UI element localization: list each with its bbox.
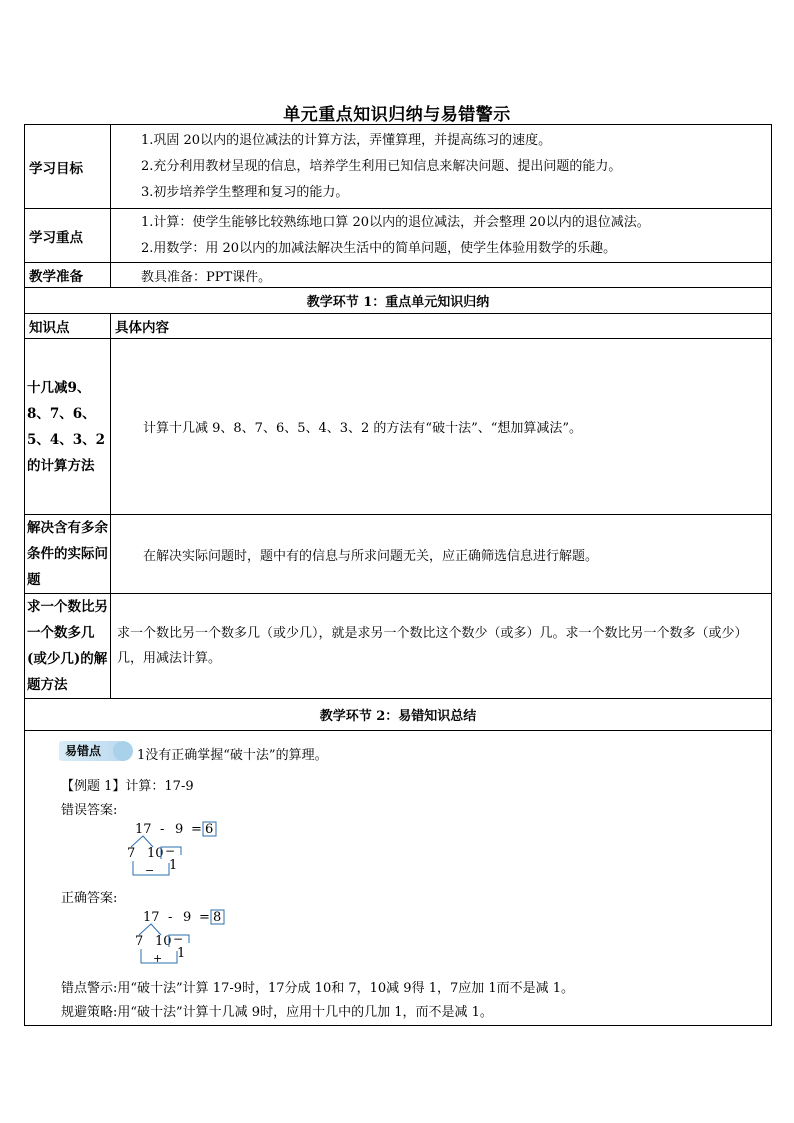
diagram-difference: 1: [177, 946, 186, 961]
prep-row: [25, 263, 772, 288]
diagram-minuend: 17: [143, 910, 160, 925]
right-answer-diagram: [131, 907, 231, 965]
goal-item: 1.巩固 20以内的退位减法的计算方法，弄懂算理，并提高练习的速度。: [141, 132, 552, 148]
diagram-operator: −: [173, 932, 184, 946]
diagram-bottom-operator: −: [145, 864, 155, 877]
diagram-bottom-operator: +: [153, 952, 163, 965]
prep-label: 教学准备: [25, 263, 111, 288]
section1-row: [25, 288, 772, 314]
section1-heading: 教学环节 1：重点单元知识归纳: [25, 288, 772, 314]
knowledge-row: [25, 594, 772, 699]
knowledge-content: 求一个数比另一个数多几（或少几），就是求另一个数比这个数少（或多）几。求一个数比另一个数多（或少）几，用减法计算。: [111, 594, 772, 699]
diagram-split-ones: 7: [135, 934, 144, 949]
diagram-split-ones: 7: [127, 846, 136, 861]
knowledge-point: 十几减9、8、7、6、5、4、3、2的计算方法: [25, 339, 111, 515]
diagram-result: 8: [213, 910, 222, 925]
diagram-result: 6: [205, 822, 214, 837]
goals-content: [111, 125, 772, 209]
diagram-equals: =: [199, 910, 210, 925]
error-warning: 错点警示:用“破十法”计算 17-9时，17分成 10和 7，10减 9得 1，7应加 1而不是减 1。: [61, 981, 575, 996]
wrong-answer-label: 错误答案:: [61, 803, 118, 818]
knowledge-header-content: 具体内容: [111, 314, 772, 339]
knowledge-content: 在解决实际问题时，题中有的信息与所求问题无关，应正确筛选信息进行解题。: [111, 515, 772, 594]
diagram-split-ten: 10: [147, 846, 164, 861]
diagram-subtrahend: 9: [175, 822, 184, 837]
errors-cell: [25, 731, 772, 1026]
diagram-difference: 1: [169, 858, 178, 873]
diagram-minus-sign: -: [168, 910, 173, 925]
focus-label: 学习重点: [25, 209, 111, 263]
knowledge-header-row: [25, 314, 772, 339]
example-title: 【例题 1】计算：17-9: [61, 779, 194, 794]
error-tag-badge: 易错点: [59, 741, 129, 761]
prep-content: 教具准备：PPT课件。: [111, 263, 772, 288]
avoid-strategy: 规避策略:用“破十法”计算十几减 9时，应用十几中的几加 1，而不是减 1。: [61, 1005, 493, 1020]
diagram-operator: −: [165, 844, 176, 858]
section2-heading: 教学环节 2：易错知识总结: [25, 699, 772, 731]
goal-item: 2.充分利用教材呈现的信息，培养学生利用已知信息来解决问题、提出问题的能力。: [141, 158, 622, 174]
focus-item: 1.计算：使学生能够比较熟练地口算 20以内的退位减法，并会整理 20以内的退位减法。: [141, 214, 650, 230]
goal-item: 3.初步培养学生整理和复习的能力。: [141, 184, 349, 200]
diagram-split-ten: 10: [155, 934, 172, 949]
knowledge-point: 解决含有多余条件的实际问题: [25, 515, 111, 594]
lesson-table: [24, 124, 772, 1026]
focus-item: 2.用数学：用 20以内的加减法解决生活中的简单问题，使学生体验用数学的乐趣。: [141, 240, 617, 256]
knowledge-point: 求一个数比另一个数多几(或少几)的解题方法: [25, 594, 111, 699]
diagram-minuend: 17: [135, 822, 152, 837]
diagram-minus-sign: -: [160, 822, 165, 837]
knowledge-row: [25, 515, 772, 594]
diagram-subtrahend: 9: [183, 910, 192, 925]
goals-row: [25, 125, 772, 209]
diagram-equals: =: [191, 822, 202, 837]
knowledge-content: 计算十几减 9、8、7、6、5、4、3、2 的方法有“破十法”、“想加算减法”。: [111, 339, 772, 515]
focus-content: [111, 209, 772, 263]
wrong-answer-diagram: [123, 819, 223, 877]
focus-row: [25, 209, 772, 263]
errors-row: [25, 731, 772, 1026]
goals-label: 学习目标: [25, 125, 111, 209]
right-answer-label: 正确答案:: [61, 891, 118, 906]
error-point: 1没有正确掌握“破十法”的算理。: [137, 748, 328, 763]
knowledge-row: [25, 339, 772, 515]
knowledge-header-point: 知识点: [25, 314, 111, 339]
section2-row: [25, 699, 772, 731]
page-title: 单元重点知识归纳与易错警示: [283, 105, 511, 125]
